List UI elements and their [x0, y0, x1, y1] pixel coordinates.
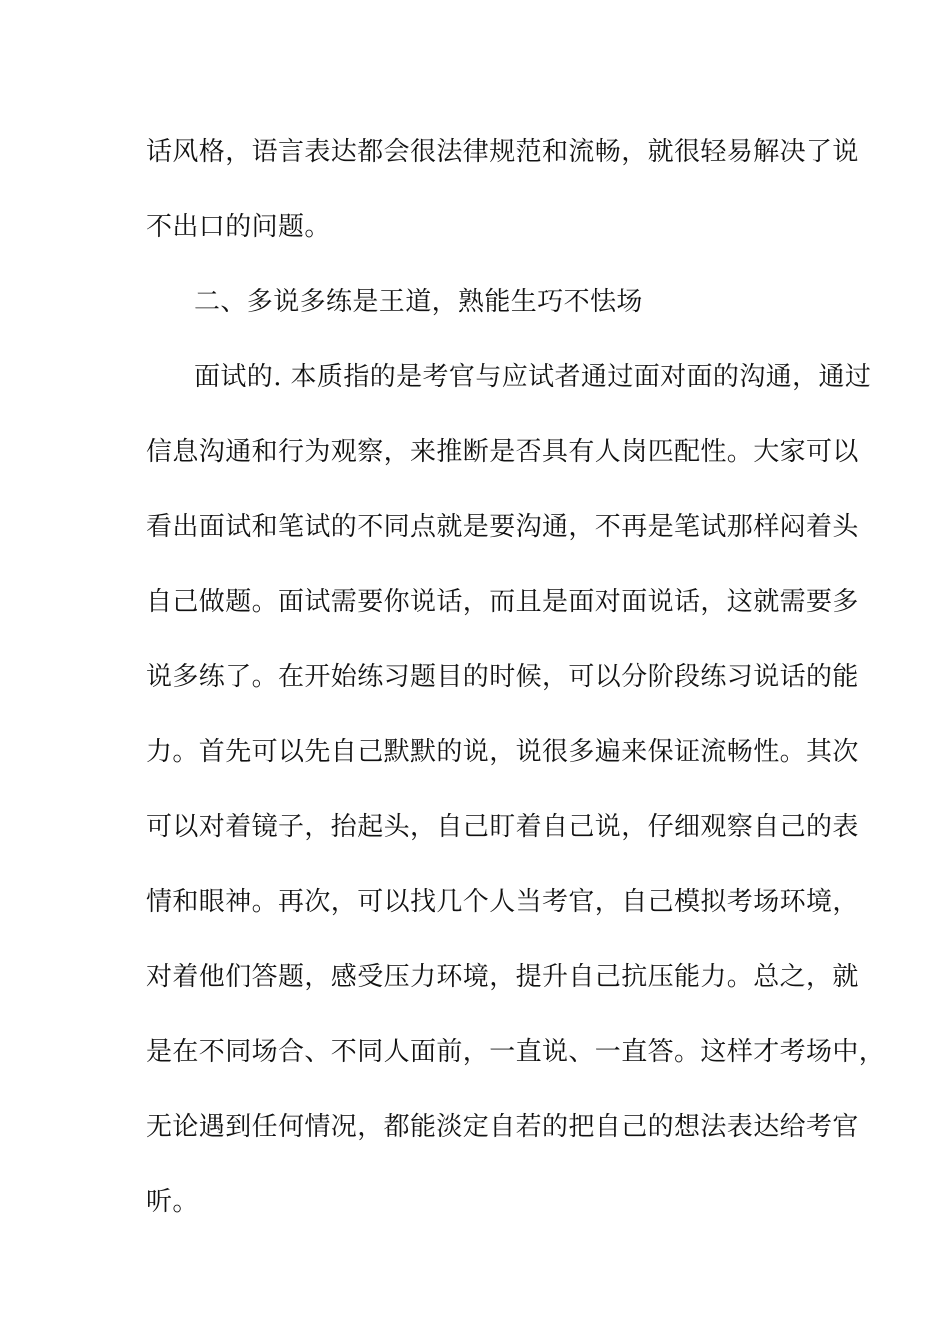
text-line: 话风格，语言表达都会很法律规范和流畅，就很轻易解决了说 [146, 137, 859, 167]
text-line: 对着他们答题，感受压力环境，提升自己抗压能力。总之，就 [146, 962, 859, 992]
text-line: 无论遇到任何情况，都能淡定自若的把自己的想法表达给考官 [146, 1112, 859, 1142]
text-line: 力。首先可以先自己默默的说，说很多遍来保证流畅性。其次 [146, 737, 859, 767]
text-line: 看出面试和笔试的不同点就是要沟通，不再是笔试那样闷着头 [146, 512, 859, 542]
text-line: 不出口的问题。 [146, 212, 331, 242]
section-heading: 二、多说多练是王道，熟能生巧不怯场 [194, 287, 643, 317]
paragraph-first-line: 面试的. 本质指的是考官与应试者通过面对面的沟通，通过 [194, 362, 872, 392]
text-line: 说多练了。在开始练习题目的时候，可以分阶段练习说话的能 [146, 662, 859, 692]
text-line: 听。 [146, 1187, 199, 1217]
text-line: 可以对着镜子，抬起头，自己盯着自己说，仔细观察自己的表 [146, 812, 859, 842]
text-line: 信息沟通和行为观察，来推断是否具有人岗匹配性。大家可以 [146, 437, 859, 467]
text-line: 自己做题。面试需要你说话，而且是面对面说话，这就需要多 [146, 587, 859, 617]
text-line: 是在不同场合、不同人面前，一直说、一直答。这样才考场中， [146, 1037, 886, 1067]
text-line: 情和眼神。再次，可以找几个人当考官，自己模拟考场环境， [146, 887, 859, 917]
